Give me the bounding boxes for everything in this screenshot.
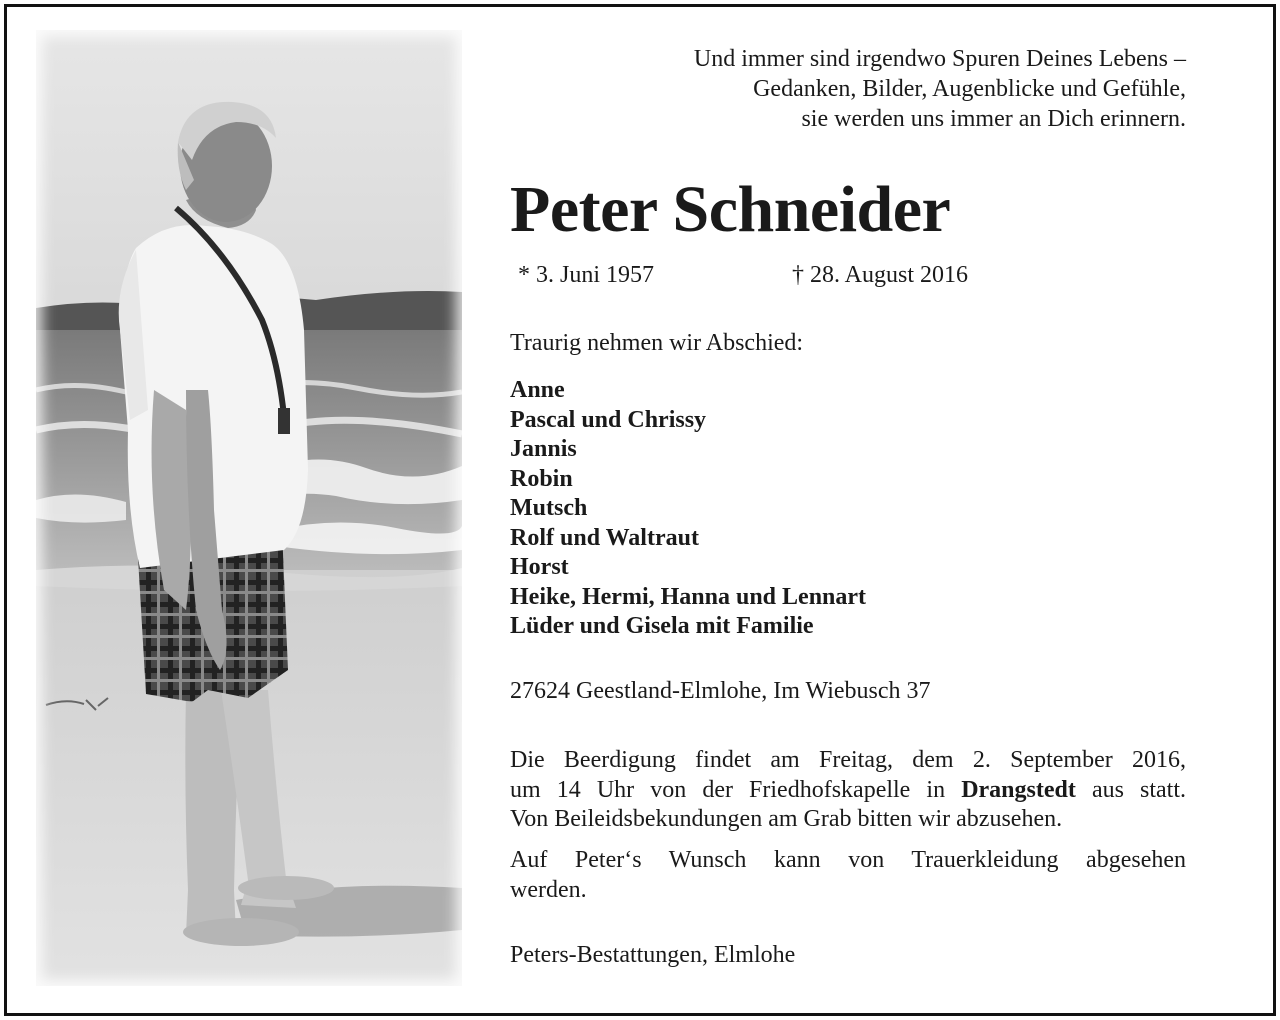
portrait-photo (36, 30, 462, 986)
mourner-entry: Mutsch (510, 495, 588, 521)
mourners-list (510, 376, 866, 642)
mourner-entry: Pascal und Chrissy (510, 406, 707, 433)
mourner-entry: Heike, Hermi, Hanna und Lennart (510, 583, 867, 610)
death-date: † 28. August 2016 (792, 262, 969, 288)
quote-line: sie werden uns immer an Dich erinnern. (801, 106, 1186, 132)
memorial-quote (546, 44, 1186, 134)
birth-date: * 3. Juni 1957 (518, 262, 655, 288)
funeral-line-place (510, 776, 1186, 806)
quote-line: Und immer sind irgendwo Spuren Deines Lebens – (693, 46, 1186, 72)
funeral-details (510, 746, 1186, 835)
mourner-entry: Horst (510, 554, 569, 580)
funeral-line-condolences: Von Beileidsbekundungen am Grab bitten wir abzusehen. (510, 806, 1063, 832)
funeral-place-post: aus statt. (1091, 776, 1187, 803)
funeral-line-date: Die Beerdigung findet am Freitag, dem 2. September 2016, (510, 747, 1186, 773)
funeral-place-pre: um 14 Uhr von der Friedhofskapelle in (510, 776, 946, 803)
mourner-entry: Anne (510, 377, 565, 403)
deceased-name: Peter Schneider (510, 173, 951, 246)
mourner-entry: Robin (510, 465, 573, 492)
quote-line: Gedanken, Bilder, Augenblicke und Gefühle, (753, 76, 1186, 102)
undertaker-name: Peters-Bestattungen, Elmlohe (510, 942, 796, 968)
attire-wish (510, 846, 1186, 905)
mourner-entry: Jannis (510, 436, 577, 462)
wish-line: Auf Peter‘s Wunsch kann von Trauerkleidung abgesehen (510, 847, 1186, 873)
mourner-entry: Lüder und Gisela mit Familie (510, 613, 814, 639)
wish-line: werden. (510, 876, 587, 903)
beach-portrait-image (36, 30, 462, 986)
funeral-place-name: Drangstedt (961, 776, 1076, 803)
farewell-intro: Traurig nehmen wir Abschied: (510, 330, 804, 356)
mourner-entry: Rolf und Waltraut (510, 524, 699, 551)
family-address: 27624 Geestland-Elmlohe, Im Wiebusch 37 (510, 678, 931, 704)
